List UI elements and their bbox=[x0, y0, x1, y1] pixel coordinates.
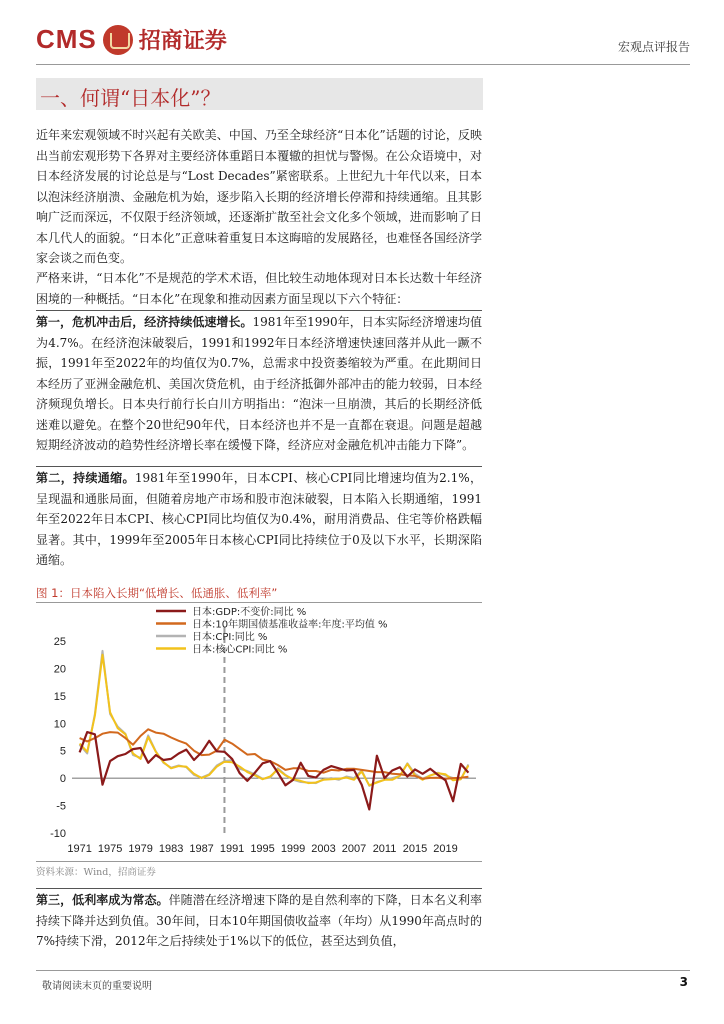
page-number: 3 bbox=[679, 975, 688, 989]
x-tick-label: 1971 bbox=[67, 843, 92, 855]
y-tick-label: -10 bbox=[50, 828, 66, 840]
chart-axes bbox=[50, 627, 476, 855]
y-tick-label: 15 bbox=[53, 690, 66, 703]
feature-3-lead: 第三，低利率成为常态。 bbox=[36, 893, 169, 907]
feature-3-body: 伴随潜在经济增速下降的是自然利率的下降，日本名义利率持续下降并达到负值。30年间，日本10年期国债收益率（年均）从1990年高点时的7%持续下滑，2012年之后持续处于1%以下的低位，甚至达到负值， bbox=[36, 893, 482, 948]
y-tick-label: 10 bbox=[53, 718, 66, 731]
report-type: 宏观点评报告 bbox=[617, 40, 690, 54]
x-tick-label: 2011 bbox=[372, 843, 397, 855]
logo-emblem-icon bbox=[103, 25, 133, 55]
section-title: 一、何谓“日本化”？ bbox=[40, 86, 221, 110]
x-tick-label: 2015 bbox=[402, 843, 428, 855]
section-divider bbox=[36, 888, 482, 889]
paragraph-intro: 近年来宏观领域不时兴起有关欧美、中国、乃至全球经济“日本化”话题的讨论，反映出当前宏观形势下各界对主要经济体重蹈日本覆辙的担忧与警惕。在公众语境中，对日本经济发展的讨论总是与“Lost Decades”紧密联系。上世纪九十年代以来，日本以泡沫经济崩溃、金融危机为始，逐步陷入长期的经济增长停滞和持续通缩。且其影响广泛而深远，不仅限于经济领域，还逐渐扩散至社会文化多个领域，进而影响了日本几代人的面貌。“日本化”正意味着重复日本这晦暗的发展路径，也难怪各国经济学家会谈之而色变。 bbox=[36, 128, 482, 265]
x-tick-label: 1991 bbox=[219, 843, 245, 855]
section-heading-bar bbox=[36, 78, 483, 110]
paragraph-feature-3 bbox=[36, 890, 482, 952]
section-divider bbox=[36, 466, 482, 467]
logo-text: CMS bbox=[36, 24, 97, 54]
x-tick-label: 1987 bbox=[189, 843, 214, 855]
chart-series bbox=[80, 651, 469, 810]
x-tick-label: 1983 bbox=[158, 843, 184, 855]
series-line bbox=[80, 729, 469, 778]
legend-label: 日本:10年期国债基准收益率:年度:平均值 % bbox=[192, 619, 388, 631]
footer-divider bbox=[36, 970, 690, 971]
x-tick-label: 1999 bbox=[280, 843, 306, 855]
y-tick-label: 5 bbox=[59, 745, 66, 758]
legend-label: 日本:GDP:不变价:同比 % bbox=[192, 607, 307, 618]
paragraph-definition: 严格来讲，“日本化”不是规范的学术术语，但比较生动地体现对日本长达数十年经济困境的一种概括。“日本化”在现象和推动因素方面呈现以下六个特征： bbox=[36, 271, 482, 306]
y-tick-label: 0 bbox=[59, 773, 66, 786]
x-tick-label: 2007 bbox=[341, 843, 367, 855]
feature-2-lead: 第二，持续通缩。 bbox=[36, 471, 135, 485]
figure-source: 资料来源：Wind，招商证券 bbox=[36, 867, 156, 878]
feature-1-lead: 第一，危机冲击后，经济持续低速增长。 bbox=[36, 315, 253, 329]
y-tick-label: 25 bbox=[53, 636, 66, 648]
legend-label: 日本:核心CPI:同比 % bbox=[192, 644, 288, 656]
x-tick-label: 2019 bbox=[433, 843, 458, 855]
figure-top-rule bbox=[36, 602, 482, 603]
paragraph-feature-2 bbox=[36, 468, 482, 571]
figure-title: 图 1：日本陷入长期“低增长、低通胀、低利率” bbox=[36, 586, 278, 600]
x-tick-label: 2003 bbox=[311, 843, 336, 855]
cms-logo bbox=[36, 24, 227, 55]
x-tick-label: 1995 bbox=[250, 843, 275, 855]
logo-cn-text: 招商证券 bbox=[138, 28, 227, 54]
y-tick-label: 20 bbox=[53, 663, 66, 676]
chart-legend bbox=[156, 605, 388, 656]
series-line bbox=[80, 732, 469, 809]
x-tick-label: 1979 bbox=[128, 843, 153, 855]
section-divider bbox=[36, 310, 482, 311]
paragraph-feature-1 bbox=[36, 312, 482, 456]
feature-2-body: 1981年至1990年，日本CPI、核心CPI同比增速均值为2.1%，呈现温和通胀局面，但随着房地产市场和股市泡沫破裂，日本陷入长期通缩，1991年至2022年日本CPI、核心CPI同比均值仅为0.4%，耐用消费品、住宅等价格跌幅显著。其中，1999年至2005年日本核心CPI同比持续位于0及以下水平，长期深陷通缩。 bbox=[36, 471, 482, 567]
footer-note: 敬请阅读末页的重要说明 bbox=[42, 981, 152, 992]
y-tick-label: -5 bbox=[56, 800, 66, 813]
source-rule bbox=[36, 861, 482, 862]
line-chart bbox=[36, 605, 482, 857]
page-header bbox=[36, 22, 690, 62]
x-tick-label: 1975 bbox=[97, 843, 123, 855]
header-divider bbox=[36, 64, 690, 65]
feature-1-body: 1981年至1990年，日本实际经济增速均值为4.7%。在经济泡沫破裂后，1991和1992年日本经济增速快速回落并从此一蹶不振，1991年至2022年的均值仅为0.7%，总需求中投资萎缩较为严重。在此期间日本经历了亚洲金融危机、美国次贷危机，由于经济抵御外部冲击的能力较弱，日本经济频现负增长。日本央行前行长白川方明指出：“泡沫一旦崩溃，其后的长期经济低迷难以避免。在整个20世纪90年代，日本经济也并不是一直都在衰退。问题是超越短期经济波动的趋势性经济增长率在缓慢下降，经济应对金融危机冲击能力下降”。 bbox=[36, 315, 482, 452]
legend-label: 日本:CPI:同比 % bbox=[192, 632, 268, 643]
